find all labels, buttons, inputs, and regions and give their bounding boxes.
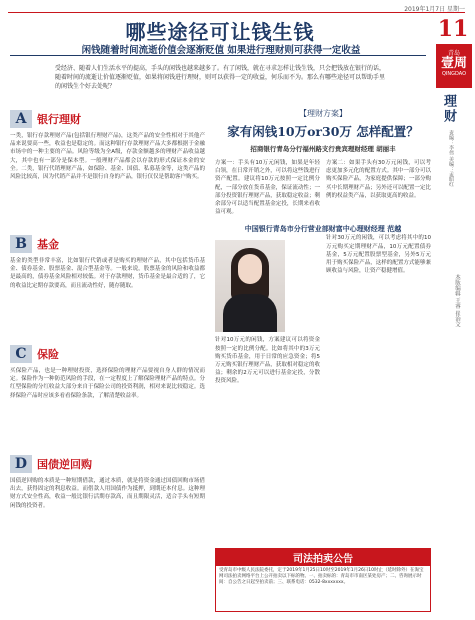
expert-photo [215, 240, 285, 332]
editor-credits: 本版编辑 王睿 崔治文 [454, 274, 460, 327]
expert-byline: 中国银行青岛市分行营业部财富中心理财经理 范越 [244, 225, 402, 234]
subhead-rule [10, 55, 426, 56]
section-c [10, 345, 205, 455]
section-b-letter: B [10, 235, 32, 253]
section-c-title: 保险 [37, 348, 59, 361]
feature-col-1: 方案一：手头有10万元闲钱，如果是年轻白领，在日常开销之外，可以将这些钱进行资产配置。建议将10万元按照一定比例分配，一部分放在货币基金，保证流动性；一部分投资银行理财产品，获取稳定收益；剩余部分可以适当配置基金定投，长期来看收益可观。 [215, 160, 320, 216]
staff-credits: 责编：李伟 美编：孟昭红 [448, 130, 454, 187]
photo-face [238, 254, 262, 284]
section-d-title: 国债逆回购 [37, 458, 92, 471]
section-a-header [10, 110, 205, 128]
expert-col-4: 针对30万元的闲钱，可以考虑将其中的10万元购买定期理财产品，10万元配置债券基金，5万元配置股票型基金，另外5万元用于购买保险产品，这样的配置方式能够兼顾收益与风险，让资产稳健增值。 [326, 235, 431, 275]
section-a-title: 银行理财 [37, 113, 81, 126]
expert-col-left [215, 234, 320, 385]
photo-body [223, 294, 277, 332]
feature-byline: 招商银行青岛分行福州路支行贵宾理财经理 胡丽丰 [250, 145, 396, 153]
section-d [10, 455, 205, 555]
feature-columns [215, 159, 431, 216]
section-c-body: 买保险产品，也是一种理财投资，选择保险的理财产品要视自身人群的情况而定。保险作为一种防范风险的手段，在一定程度上了解保险理财产品的特点。分红型保险的分红收益大部分来自于保险公司的投资利润，相对来说比较稳定。选择保险产品时应该多看看保险条款，了解清楚收益率。 [10, 368, 205, 399]
feature-tag: 【理财方案】 [299, 109, 347, 118]
masthead-sub: QINGDAO [441, 71, 467, 77]
page-headline: 哪些途径可让钱生钱 [125, 20, 315, 44]
section-b-body: 基金的类型非常丰富，比如银行代销或者是购买的理财产品，其中包括货币基金、债券基金、股票基金、混合型基金等。一般来说，股票基金的风险和收益都是最高的，债券基金风险相对较低。对于存款理财，货币基金是最合适的了，它的收益比定期存款要高，而且流动性好，随存随取。 [10, 258, 205, 289]
lead-paragraph: 受经济、随着人们生活水平的提高，手头的闲钱也越来越多了。有了闲钱，就在寻求怎样让钱生钱，只会把钱放在银行的话，随着时间的流逝让价值逐渐贬值，如果将闲钱进行理财，则可以获得一定的收益，何乐而不为。那么有哪些途径可以帮助手里的闲钱生个好去处呢？ [55, 65, 386, 90]
masthead-top: 青岛 [447, 50, 460, 57]
section-d-letter: D [10, 455, 32, 473]
issue-date: 2019年1月7日 星期一 [404, 6, 465, 13]
feature-title: 家有闲钱10万or30万 怎样配置？ [227, 124, 419, 139]
section-c-letter: C [10, 345, 32, 363]
section-name: 理财 [441, 94, 456, 124]
section-a [10, 110, 205, 235]
section-a-body: 一类，银行存款理财产品(包括银行理财产品)，这类产品的安全性相对于其他产品来说要高一些，收益也是稳定的。而这种银行存款理财产品大多都根据于金融市场中的一种主要的产品。风险等级为全A级，存款金额越多的理财产品收益越大，其中也有一部分是保本型。一般理财产品都会以存款的形式保证本金的安全。二类，银行代销理财产品，如保险、基金、国债、私募基金等，这类产品的风险比较高，因为代销产品并不是银行自身的产品，银行仅仅是帮助客户购买。 [10, 133, 205, 181]
top-bar [0, 3, 475, 13]
right-column [215, 108, 431, 386]
section-b-title: 基金 [37, 238, 59, 251]
expert-col-3: 针对10万元的闲钱，方案建议可以将资金按照一定的比例分配。比如将其中的3万元购买货币基金，用于日常的应急资金；将5万元购买银行理财产品，获取相对稳定的收益；剩余的2万元可以进行基金定投，分散投资风险。 [215, 337, 320, 385]
feature-col-2: 方案二：如果手头有30万元闲钱，可以考虑更加多元化的配置方式。其中一部分可以购买保险产品，为家庭提供保障；一部分购买中长期理财产品；另外还可以配置一定比例的权益类产品，以获取更高的收益。 [326, 160, 431, 199]
section-d-header [10, 455, 205, 473]
page-number: 11 [437, 16, 469, 42]
top-rule [8, 12, 465, 13]
section-c-header [10, 345, 205, 363]
section-d-body: 国债逆回购的本质是一种短期借款，通过本质，就是将资金通过国债回购市场借出去，获得固定的利息收益。而借款人用国债作为抵押，到期还本付息。这种理财方式安全性高，收益一般比银行活期存款高，而且期限灵活，适合手头有短期闲钱的投资者。 [10, 478, 205, 509]
section-a-letter: A [10, 110, 32, 128]
section-b-header [10, 235, 205, 253]
masthead-main: 壹周 [440, 56, 467, 71]
left-column [10, 110, 205, 555]
auction-notice [215, 548, 431, 612]
masthead-box [436, 44, 472, 88]
auction-body: 受青岛市中级人民法院委托，定于2019年1月25日10时至2019年1月26日10时止（延时除外）在淘宝网司法拍卖网络平台上公开拍卖以下标的物。一、拍卖标的：青岛市市南区某处房产；二、咨询展示时间：自公告之日起至拍卖前；三、联系电话：0532-8xxxxxxx。 [219, 568, 424, 585]
right-rail [433, 12, 473, 612]
section-b [10, 235, 205, 345]
auction-title: 司法拍卖公告 [216, 549, 430, 566]
page-subhead: 闲钱随着时间流逝价值会逐渐贬值 如果进行理财则可获得一定收益 [81, 45, 361, 56]
expert-columns [215, 234, 431, 385]
